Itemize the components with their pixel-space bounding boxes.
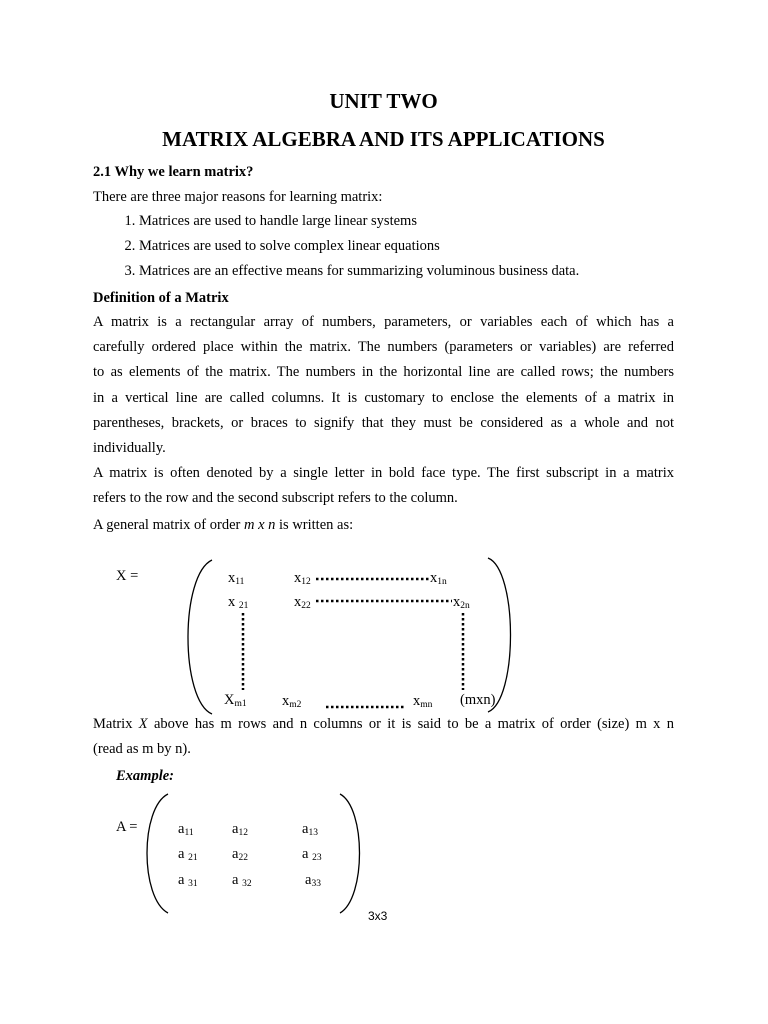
list-item: 1. Matrices are used to handle large linear systems [139, 209, 579, 234]
matrix-order-label: (mxn) [460, 692, 496, 708]
section-heading: 2.1 Why we learn matrix? [93, 164, 254, 180]
element-x11: $x_{11}$ [228, 570, 245, 587]
element-a33: $a_{33}$ [305, 872, 321, 889]
paragraph-line: carefully ordered place within the matrix. The numbers (parameters or variables) are referred [93, 339, 674, 356]
element-x12: $x_{12}$ [294, 570, 311, 587]
paragraph-line: parentheses, brackets, or braces to signify that they must be considered as a whole and not [93, 414, 674, 431]
element-a12: $a_{12}$ [232, 821, 248, 838]
order-text: m x n [243, 517, 276, 533]
list-item: 3. Matrices are an effective means for summarizing voluminous business data. [139, 259, 579, 284]
paragraph-line: refers to the row and the second subscript refers to the column. [93, 490, 458, 507]
element-xm1: $X_{m1}$ [224, 692, 247, 709]
element-a13: $a_{13}$ [302, 821, 318, 838]
element-x21: x $_{21}$ [228, 594, 249, 611]
element-xmn: $x_{mn}$ [413, 693, 433, 710]
left-paren-icon [147, 794, 168, 913]
element-x2n: $x_{2n}$ [453, 594, 470, 611]
intro-text: There are three major reasons for learning matrix: [93, 189, 383, 205]
right-paren-icon [340, 794, 360, 913]
intro-prefix: A general matrix of order [93, 517, 244, 533]
element-a32: a $_{32}$ [232, 872, 252, 889]
element-a31: a $_{31}$ [178, 872, 198, 889]
element-a21: a $_{21}$ [178, 846, 198, 863]
paragraph-line: to as elements of the matrix. The numbers in the horizontal line are called rows; the numbers [93, 364, 674, 381]
list-item: 2. Matrices are used to solve complex linear equations [139, 234, 579, 259]
definition-heading: Definition of a Matrix [93, 290, 229, 306]
paragraph-line: in a vertical line are called columns. It is customary to enclose the elements of a matrix in [93, 389, 674, 406]
paragraph-line: individually. [93, 440, 166, 457]
paragraph-line: Matrix X above has m rows and n columns or it is said to be a matrix of order (size) m x n [93, 716, 674, 732]
element-xm2: $x_{m2}$ [282, 693, 302, 710]
intro-suffix: is written as: [275, 517, 354, 533]
paragraph-line: A matrix is a rectangular array of numbers, parameters, or variables each of which has a [93, 314, 674, 330]
var-x: X [138, 716, 148, 732]
element-a23: a $_{23}$ [302, 846, 322, 863]
element-a11: $a_{11}$ [178, 821, 194, 838]
matrix-a-label: A = [116, 819, 138, 835]
element-x22: $x_{22}$ [294, 594, 311, 611]
matrix-size-label: 3x3 [368, 909, 388, 923]
matrix-x-label: X = [116, 568, 139, 584]
paragraph-line: A matrix is often denoted by a single letter in bold face type. The first subscript in a matrix [93, 465, 674, 481]
paragraph-line: (read as m by n). [93, 741, 191, 758]
chapter-title: MATRIX ALGEBRA AND ITS APPLICATIONS [162, 127, 605, 151]
element-a22: $a_{22}$ [232, 846, 248, 863]
example-heading: Example: [116, 768, 174, 784]
unit-title: UNIT TWO [329, 89, 438, 113]
element-x1n: $x_{1n}$ [430, 570, 447, 587]
